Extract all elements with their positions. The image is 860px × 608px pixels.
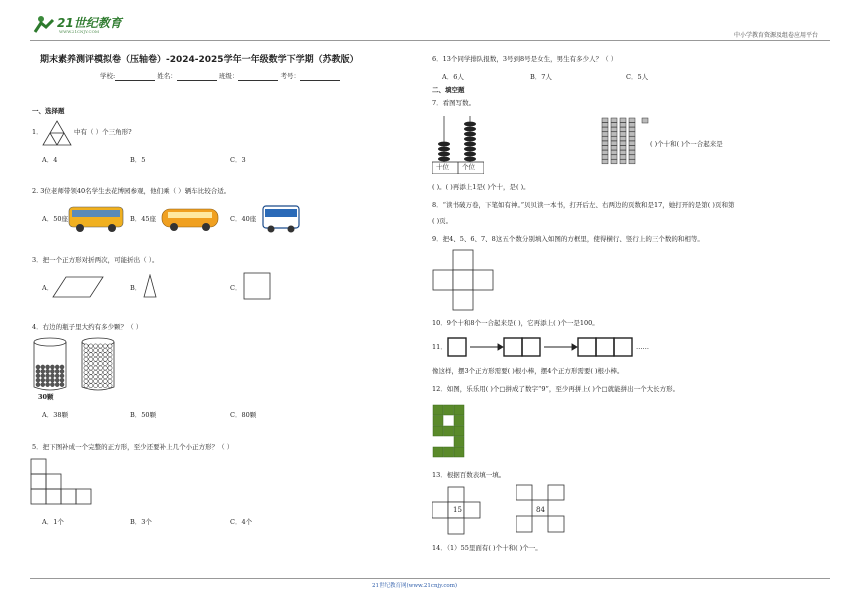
green-nine-figure (432, 404, 466, 460)
q3-option-c[interactable]: C． (230, 284, 242, 292)
narrow-triangle-figure (143, 274, 157, 298)
section-fill-heading: 二、填空题 (432, 86, 465, 94)
parallelogram-figure (52, 276, 104, 298)
hundred-chart-shape-1 (432, 486, 496, 540)
q2-option-b[interactable]: B．45座 (130, 215, 157, 223)
q4-text: 4．右边的瓶子里大约有多少颗？（ ） (32, 323, 143, 331)
school-field[interactable] (115, 74, 155, 81)
name-field[interactable] (177, 74, 217, 81)
number-field[interactable] (300, 74, 340, 81)
q1-option-c[interactable]: C．3 (230, 156, 246, 164)
q6-option-c[interactable]: C．5人 (626, 73, 649, 81)
q6-option-a[interactable]: A．6人 (442, 73, 464, 81)
q14-text: 14．（1）55里面有( )个十和( )个一。 (432, 544, 542, 552)
page-title: 期末素养测评模拟卷（压轴卷）-2024-2025学年一年级数学下学期（苏教版） (40, 55, 359, 65)
header-divider (30, 40, 830, 41)
section-choice-heading: 一、选择题 (32, 107, 65, 115)
footer-divider (30, 578, 830, 579)
q2-option-a[interactable]: A．50座 (42, 215, 68, 223)
name-label: 姓名： (157, 72, 177, 80)
abacus-tens-label: 十位 (436, 163, 449, 171)
class-field[interactable] (238, 74, 278, 81)
logo-icon (33, 14, 55, 36)
q4-option-a[interactable]: A．38颗 (42, 411, 68, 419)
q4-option-c[interactable]: C．80颗 (230, 411, 257, 419)
q9-text: 9．把4、5、6、7、8这五个数分别填入如图的方框里，使得横行、竖行上的三个数的和相等。 (432, 235, 704, 243)
q11-dots: …… (636, 343, 649, 351)
q3-option-b[interactable]: B． (130, 284, 142, 292)
square-figure (243, 272, 271, 300)
q7-line2: ( )。( )再添上1是( )个十，是( )。 (432, 183, 530, 191)
footer-text[interactable]: 21世纪教育网(www.21cnjy.com) (372, 583, 458, 589)
q2-text: 2. 3位老师带领40名学生去花博园参观，他们乘（ ）辆车比较合适。 (32, 187, 231, 195)
matchstick-squares-figure (446, 336, 666, 360)
q5-option-b[interactable]: B．3个 (130, 518, 152, 526)
q1-option-b[interactable]: B．5 (130, 156, 146, 164)
q5-option-c[interactable]: C．4个 (230, 518, 253, 526)
jar-label: 30颗 (38, 393, 54, 401)
staircase-squares-figure (30, 458, 92, 508)
q7-text: 7．看图写数。 (432, 99, 476, 107)
logo-subtext: WWW.21CNJY.COM (59, 29, 99, 34)
logo-text: 21世纪教育 (57, 16, 122, 30)
abacus-ones-label: 个位 (462, 163, 475, 171)
school-label: 学校: (100, 72, 116, 80)
q12-text: 12．如图，乐乐用( )个□拼成了数字“9”，至少再拼上( )个□就能拼出一个大长方形。 (432, 385, 680, 393)
bus-40-image (261, 203, 301, 233)
cross-boxes-figure (432, 249, 494, 311)
q5-option-a[interactable]: A．1个 (42, 518, 64, 526)
q7-side-text: ( )个十和( )个一合起来是 (650, 140, 723, 148)
q2-option-c[interactable]: C．40座 (230, 215, 257, 223)
q6-text: 6．13个同学排队报数，3号到8号是女生，男生有多少人？（ ） (432, 55, 618, 63)
hundred-value-2: 84 (536, 506, 545, 514)
q5-text: 5．把下图补成一个完整的正方形，至少还要补上几个小正方形？（ ） (32, 443, 234, 451)
student-info-line (100, 73, 340, 81)
q8-line1: 8．“读书破万卷，下笔如有神。”贝贝读一本书，打开后左、右两边的页数和是17，她打开的是第( )页和第 (432, 201, 735, 209)
q8-line2: ( )页。 (432, 217, 453, 225)
number-label: 考号： (280, 72, 300, 80)
q3-text: 3．把一个正方形对折两次，可能折出（ ）。 (32, 256, 159, 264)
cube-rods-figure (596, 114, 656, 168)
bus-50-image (67, 203, 125, 233)
triangle-figure (42, 120, 72, 146)
hundred-value-1: 15 (453, 506, 462, 514)
q1-option-a[interactable]: A．4 (42, 156, 58, 164)
logo (33, 14, 153, 36)
bus-45-image (160, 206, 220, 232)
q11-line2: 像这样，摆3个正方形需要( )根小棒，摆4个正方形需要( )根小棒。 (432, 367, 624, 375)
q13-text: 13．根据百数表填一填。 (432, 471, 506, 479)
q1-number: 1． (32, 128, 43, 136)
q10-text: 10．9个十和8个一合起来是( )，它再添上( )个一是100。 (432, 319, 599, 327)
class-label: 班级： (218, 72, 239, 80)
header-right-text: 中小学教育资源及组卷应用平台 (733, 32, 818, 39)
jar-30-image (32, 337, 68, 393)
q6-option-b[interactable]: B．7人 (530, 73, 552, 81)
jar-full-image (80, 337, 116, 393)
q11-number: 11． (432, 343, 447, 351)
q4-option-b[interactable]: B．50颗 (130, 411, 157, 419)
q3-option-a[interactable]: A． (42, 284, 54, 292)
q1-text: 中有（ ）个三角形? (74, 128, 132, 136)
hundred-chart-shape-2 (516, 484, 580, 540)
